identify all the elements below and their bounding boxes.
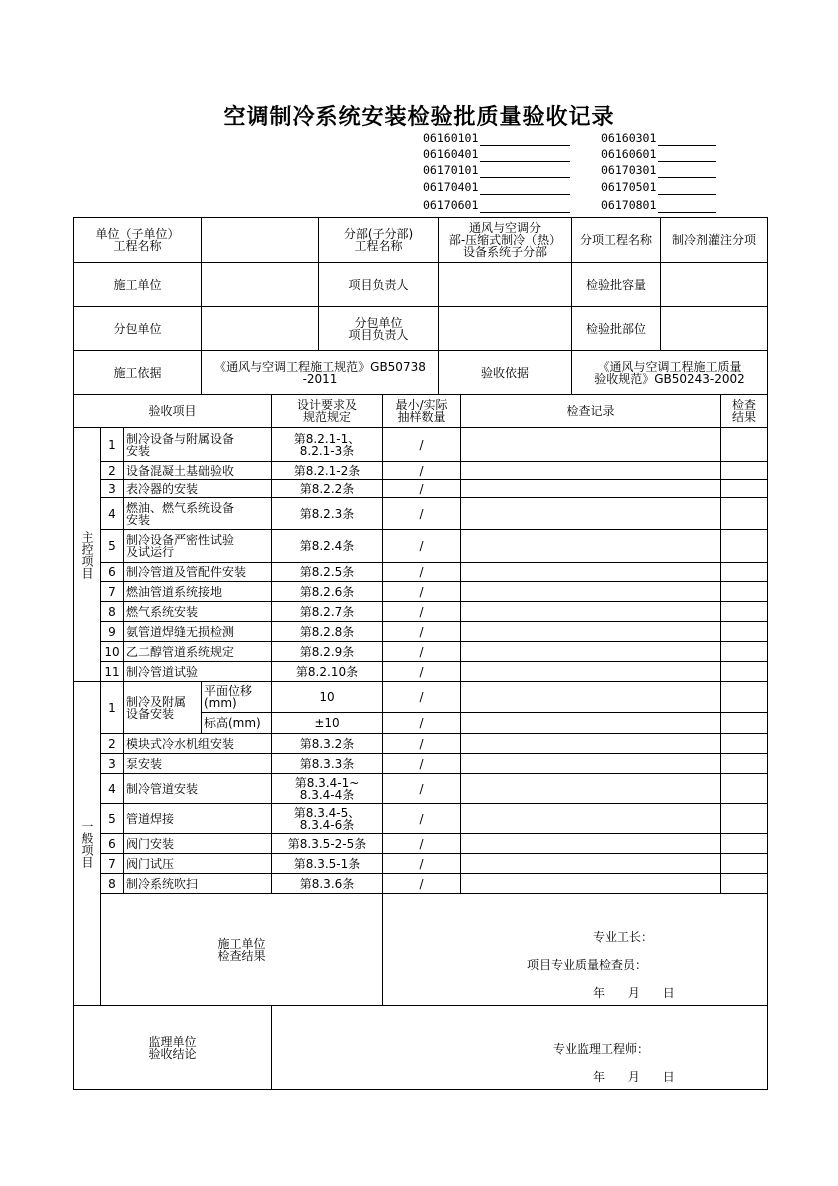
pm-label: 项目负责人 xyxy=(319,263,439,307)
code-number: 06160401 xyxy=(423,147,479,161)
row-spec: 10 xyxy=(272,682,383,713)
general-label: 一般项目 xyxy=(74,682,101,1006)
code-blank[interactable] xyxy=(658,163,716,178)
row-result[interactable] xyxy=(721,582,768,602)
foreman-label: 专业工长： xyxy=(593,930,654,944)
main-row xyxy=(74,563,768,582)
inspection-code xyxy=(601,146,716,162)
code-number: 06160101 xyxy=(423,131,479,145)
code-blank[interactable] xyxy=(480,180,570,195)
row-result[interactable] xyxy=(721,530,768,563)
general-row xyxy=(74,834,768,854)
row-spec: 第8.2.1-2条 xyxy=(272,462,383,480)
row-record[interactable] xyxy=(461,530,721,563)
row-record[interactable] xyxy=(461,804,721,834)
row-record[interactable] xyxy=(461,563,721,582)
supervisor-label: 监理单位 验收结论 xyxy=(74,1006,272,1090)
inspection-code xyxy=(423,146,570,162)
row-spec: 第8.2.8条 xyxy=(272,622,383,642)
row-spec: 第8.2.10条 xyxy=(272,662,383,682)
main-row xyxy=(74,480,768,498)
row-record[interactable] xyxy=(461,462,721,480)
row-spec: 第8.3.3条 xyxy=(272,754,383,774)
row-result[interactable] xyxy=(721,874,768,894)
unit-name-label: 单位（子单位） 工程名称 xyxy=(74,218,202,263)
general-row xyxy=(74,682,768,713)
row-item: 管道焊接 xyxy=(124,804,272,834)
row-sample: / xyxy=(383,774,461,804)
row-number: 4 xyxy=(101,774,124,804)
row-record[interactable] xyxy=(461,582,721,602)
inspector-label: 项目专业质量检查员： xyxy=(527,958,648,972)
row-result[interactable] xyxy=(721,662,768,682)
row-result[interactable] xyxy=(721,754,768,774)
inspection-code xyxy=(601,162,716,178)
inspection-code xyxy=(423,179,570,195)
row-result[interactable] xyxy=(721,642,768,662)
row-record[interactable] xyxy=(461,682,721,713)
row-sample: / xyxy=(383,834,461,854)
main-row xyxy=(74,602,768,622)
main-control-label: 主控项目 xyxy=(74,428,101,682)
row-record[interactable] xyxy=(461,854,721,874)
code-blank[interactable] xyxy=(480,163,570,178)
row-item: 制冷管道及管配件安装 xyxy=(124,563,272,582)
col-item-header: 验收项目 xyxy=(74,395,272,428)
row-spec: 第8.2.5条 xyxy=(272,563,383,582)
row-record[interactable] xyxy=(461,834,721,854)
row-record[interactable] xyxy=(461,874,721,894)
row-record[interactable] xyxy=(461,713,721,734)
row-sample: / xyxy=(383,682,461,713)
contractor-result-label: 施工单位 检查结果 xyxy=(101,894,383,1006)
code-number: 06170101 xyxy=(423,163,479,177)
main-row xyxy=(74,462,768,480)
row-result[interactable] xyxy=(721,734,768,754)
row-sample: / xyxy=(383,462,461,480)
row-spec: 第8.3.4-1~ 8.3.4-4条 xyxy=(272,774,383,804)
row-item: 阀门试压 xyxy=(124,854,272,874)
row-item: 阀门安装 xyxy=(124,834,272,854)
inspection-code xyxy=(423,130,570,146)
supervisor-area[interactable] xyxy=(272,1006,768,1090)
contractor-result-area[interactable] xyxy=(383,894,768,1006)
basis-value: 《通风与空调工程施工规范》GB50738 -2011 xyxy=(202,351,439,395)
row-spec: 第8.3.4-5、 8.3.4-6条 xyxy=(272,804,383,834)
sub-pm-value[interactable] xyxy=(439,307,572,351)
main-row xyxy=(74,530,768,563)
row-result[interactable] xyxy=(721,854,768,874)
row-spec: 第8.2.1-1、 8.2.1-3条 xyxy=(272,428,383,462)
main-row xyxy=(74,498,768,530)
sub-item: 平面位移 (mm) xyxy=(202,682,272,713)
main-row xyxy=(74,662,768,682)
row-item: 燃油管道系统接地 xyxy=(124,582,272,602)
row-item: 泵安装 xyxy=(124,754,272,774)
item-name-label: 分项工程名称 xyxy=(572,218,661,263)
pm-value[interactable] xyxy=(439,263,572,307)
unit-name-value[interactable] xyxy=(202,218,319,263)
row-item: 制冷设备与附属设备 安装 xyxy=(124,428,272,462)
row-sample: / xyxy=(383,874,461,894)
general-row xyxy=(74,854,768,874)
acceptance-basis-value: 《通风与空调工程施工质量 验收规范》GB50243-2002 xyxy=(572,351,768,395)
row-record[interactable] xyxy=(461,622,721,642)
row-record[interactable] xyxy=(461,734,721,754)
col-spec-header: 设计要求及 规范规定 xyxy=(272,395,383,428)
row-item: 制冷管道试验 xyxy=(124,662,272,682)
code-blank[interactable] xyxy=(658,147,716,162)
row-record[interactable] xyxy=(461,774,721,804)
inspection-code xyxy=(601,179,716,195)
row-sample: / xyxy=(383,804,461,834)
row-result[interactable] xyxy=(721,713,768,734)
row-sample: / xyxy=(383,582,461,602)
row-number: 11 xyxy=(101,662,124,682)
sub-pm-label: 分包单位 项目负责人 xyxy=(319,307,439,351)
subcontractor-label: 分包单位 xyxy=(74,307,202,351)
row-number: 7 xyxy=(101,582,124,602)
row-number: 2 xyxy=(101,734,124,754)
row-spec: 第8.3.6条 xyxy=(272,874,383,894)
engineer-label: 专业监理工程师： xyxy=(553,1042,650,1056)
supervisor-date: 年 月 日 xyxy=(593,1070,675,1084)
row-sample: / xyxy=(383,563,461,582)
row-number: 3 xyxy=(101,480,124,498)
row-record[interactable] xyxy=(461,602,721,622)
row-record[interactable] xyxy=(461,662,721,682)
row-number: 1 xyxy=(101,428,124,462)
location-label: 检验批部位 xyxy=(572,307,661,351)
page-title: 空调制冷系统安装检验批质量验收记录 xyxy=(223,105,615,130)
contractor-label: 施工单位 xyxy=(74,263,202,307)
row-sample: / xyxy=(383,622,461,642)
row-item: 制冷系统吹扫 xyxy=(124,874,272,894)
row-number: 9 xyxy=(101,622,124,642)
row-number: 8 xyxy=(101,874,124,894)
row-spec: 第8.2.7条 xyxy=(272,602,383,622)
row-sample: / xyxy=(383,480,461,498)
inspection-code xyxy=(601,197,716,213)
inspection-code xyxy=(423,197,570,213)
row-result[interactable] xyxy=(721,498,768,530)
row-number: 1 xyxy=(101,682,124,734)
row-sample: / xyxy=(383,854,461,874)
row-item: 模块式冷水机组安装 xyxy=(124,734,272,754)
row-number: 3 xyxy=(101,754,124,774)
contractor-value[interactable] xyxy=(202,263,319,307)
row-result[interactable] xyxy=(721,602,768,622)
row-number: 6 xyxy=(101,563,124,582)
row-number: 4 xyxy=(101,498,124,530)
general-row xyxy=(74,754,768,774)
row-sample: / xyxy=(383,642,461,662)
row-item: 氨管道焊缝无损检测 xyxy=(124,622,272,642)
row-result[interactable] xyxy=(721,428,768,462)
subdivision-value: 通风与空调分 部-压缩式制冷（热） 设备系统子分部 xyxy=(439,218,572,263)
row-sample: / xyxy=(383,754,461,774)
main-row xyxy=(74,642,768,662)
row-item: 设备混凝土基础验收 xyxy=(124,462,272,480)
row-result[interactable] xyxy=(721,804,768,834)
row-item: 表冷器的安装 xyxy=(124,480,272,498)
code-blank[interactable] xyxy=(480,198,570,213)
sub-item: 标高(mm) xyxy=(202,713,272,734)
row-number: 2 xyxy=(101,462,124,480)
row-result[interactable] xyxy=(721,834,768,854)
col-result-header: 检查 结果 xyxy=(721,395,768,428)
inspection-code xyxy=(601,130,716,146)
row-result[interactable] xyxy=(721,682,768,713)
row-number: 7 xyxy=(101,854,124,874)
code-number: 06170401 xyxy=(423,180,479,194)
row-result[interactable] xyxy=(721,563,768,582)
acceptance-basis-label: 验收依据 xyxy=(439,351,572,395)
row-number: 5 xyxy=(101,804,124,834)
row-record[interactable] xyxy=(461,642,721,662)
row-spec: 第8.3.5-1条 xyxy=(272,854,383,874)
code-blank[interactable] xyxy=(658,131,716,146)
code-number: 06170801 xyxy=(601,198,657,212)
row-item: 燃气系统安装 xyxy=(124,602,272,622)
inspection-code xyxy=(423,162,570,178)
row-result[interactable] xyxy=(721,622,768,642)
item-name-value: 制冷剂灌注分项 xyxy=(661,218,768,263)
row-spec: 第8.3.2条 xyxy=(272,734,383,754)
code-blank[interactable] xyxy=(658,180,716,195)
row-sample: / xyxy=(383,662,461,682)
code-number: 06160601 xyxy=(601,147,657,161)
header-table xyxy=(73,217,768,395)
row-item: 乙二醇管道系统规定 xyxy=(124,642,272,662)
row-record[interactable] xyxy=(461,428,721,462)
row-spec: 第8.2.4条 xyxy=(272,530,383,563)
row-item: 制冷及附属 设备安装 xyxy=(124,682,202,734)
general-row xyxy=(74,804,768,834)
capacity-label: 检验批容量 xyxy=(572,263,661,307)
general-row xyxy=(74,774,768,804)
row-record[interactable] xyxy=(461,498,721,530)
code-blank[interactable] xyxy=(658,198,716,213)
subcontractor-value[interactable] xyxy=(202,307,319,351)
code-blank[interactable] xyxy=(480,131,570,146)
row-sample: / xyxy=(383,713,461,734)
row-spec: ±10 xyxy=(272,713,383,734)
code-blank[interactable] xyxy=(480,147,570,162)
row-result[interactable] xyxy=(721,774,768,804)
row-spec: 第8.3.5-2-5条 xyxy=(272,834,383,854)
code-number: 06170501 xyxy=(601,180,657,194)
general-row xyxy=(74,734,768,754)
col-record-header: 检查记录 xyxy=(461,395,721,428)
row-spec: 第8.2.9条 xyxy=(272,642,383,662)
row-spec: 第8.2.2条 xyxy=(272,480,383,498)
row-item: 燃油、燃气系统设备 安装 xyxy=(124,498,272,530)
capacity-value[interactable] xyxy=(661,263,768,307)
code-number: 06160301 xyxy=(601,131,657,145)
location-value[interactable] xyxy=(661,307,768,351)
row-item: 制冷管道安装 xyxy=(124,774,272,804)
row-number: 5 xyxy=(101,530,124,563)
row-spec: 第8.2.3条 xyxy=(272,498,383,530)
subdivision-label: 分部(子分部) 工程名称 xyxy=(319,218,439,263)
main-row xyxy=(74,582,768,602)
row-record[interactable] xyxy=(461,754,721,774)
code-number: 06170601 xyxy=(423,198,479,212)
row-item: 制冷设备严密性试验 及试运行 xyxy=(124,530,272,563)
contractor-date: 年 月 日 xyxy=(593,986,675,1000)
col-sample-header: 最小/实际 抽样数量 xyxy=(383,395,461,428)
row-sample: / xyxy=(383,498,461,530)
row-record[interactable] xyxy=(461,480,721,498)
row-number: 6 xyxy=(101,834,124,854)
code-number: 06170301 xyxy=(601,163,657,177)
row-number: 8 xyxy=(101,602,124,622)
row-result[interactable] xyxy=(721,480,768,498)
row-sample: / xyxy=(383,602,461,622)
row-sample: / xyxy=(383,734,461,754)
row-spec: 第8.2.6条 xyxy=(272,582,383,602)
main-row xyxy=(74,622,768,642)
row-sample: / xyxy=(383,428,461,462)
main-row xyxy=(74,428,768,462)
row-result[interactable] xyxy=(721,462,768,480)
general-row xyxy=(74,874,768,894)
row-sample: / xyxy=(383,530,461,563)
basis-label: 施工依据 xyxy=(74,351,202,395)
row-number: 10 xyxy=(101,642,124,662)
